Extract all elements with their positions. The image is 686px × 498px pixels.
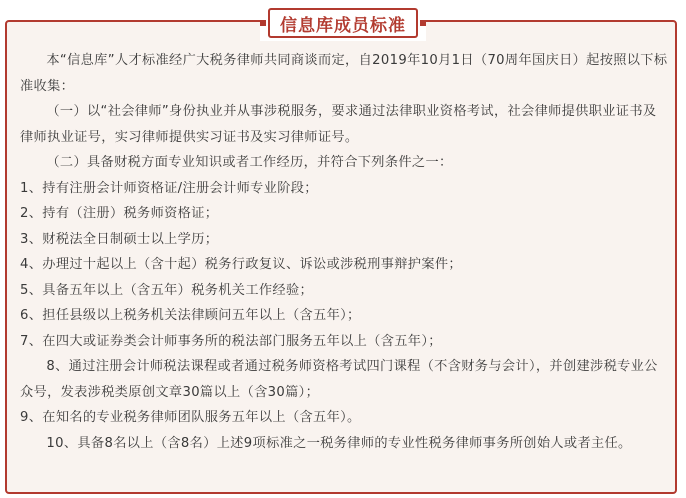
condition-item-9: 9、在知名的专业税务律师团队服务五年以上（含五年）。 xyxy=(20,410,361,425)
title-corner-right xyxy=(420,20,426,26)
section-two-heading: （二）具备财税方面专业知识或者工作经历，并符合下列条件之一： xyxy=(46,155,453,170)
condition-item-8: 8、通过注册会计师税法课程或者通过税务师资格考试四门课程（不含财务与会计），并创建涉税专业公众号，发表涉税类原创文章30篇以上（含30篇）； xyxy=(20,359,658,400)
intro-paragraph: 本“信息库”人才标准经广大税务律师共同商谈而定，自2019年10月1日（70周年国庆日）起按照以下标准收集： xyxy=(20,53,668,94)
title-box xyxy=(268,8,418,38)
condition-item-3: 3、财税法全日制硕士以上学历； xyxy=(20,231,219,247)
condition-item-2: 2、持有（注册）税务师资格证； xyxy=(20,206,219,221)
section-one-paragraph: （一）以“社会律师”身份执业并从事涉税服务，要求通过法律职业资格考试，社会律师提供职业证书及律师执业证号，实习律师提供实习证书及实习律师证号。 xyxy=(20,104,657,145)
condition-item-6: 6、担任县级以上税务机关法律顾问五年以上（含五年）； xyxy=(20,308,361,323)
title-banner xyxy=(260,5,426,41)
condition-item-5: 5、具备五年以上（含五年）税务机关工作经验； xyxy=(20,282,314,298)
condition-item-7: 7、在四大或证券类会计师事务所的税法部门服务五年以上（含五年）； xyxy=(20,333,442,349)
page-title: 信息库成员标准 xyxy=(280,15,406,36)
condition-item-10: 10、具备8名以上（含8名）上述9项标准之一税务律师的专业性税务律师事务所创始人或者主任。 xyxy=(46,435,632,451)
condition-item-1: 1、持有注册会计师资格证/注册会计师专业阶段； xyxy=(20,180,318,196)
condition-item-4: 4、办理过十起以上（含十起）税务行政复议、诉讼或涉税刑事辩护案件； xyxy=(20,257,462,272)
title-corner-left xyxy=(260,20,266,26)
standards-content xyxy=(20,48,668,456)
